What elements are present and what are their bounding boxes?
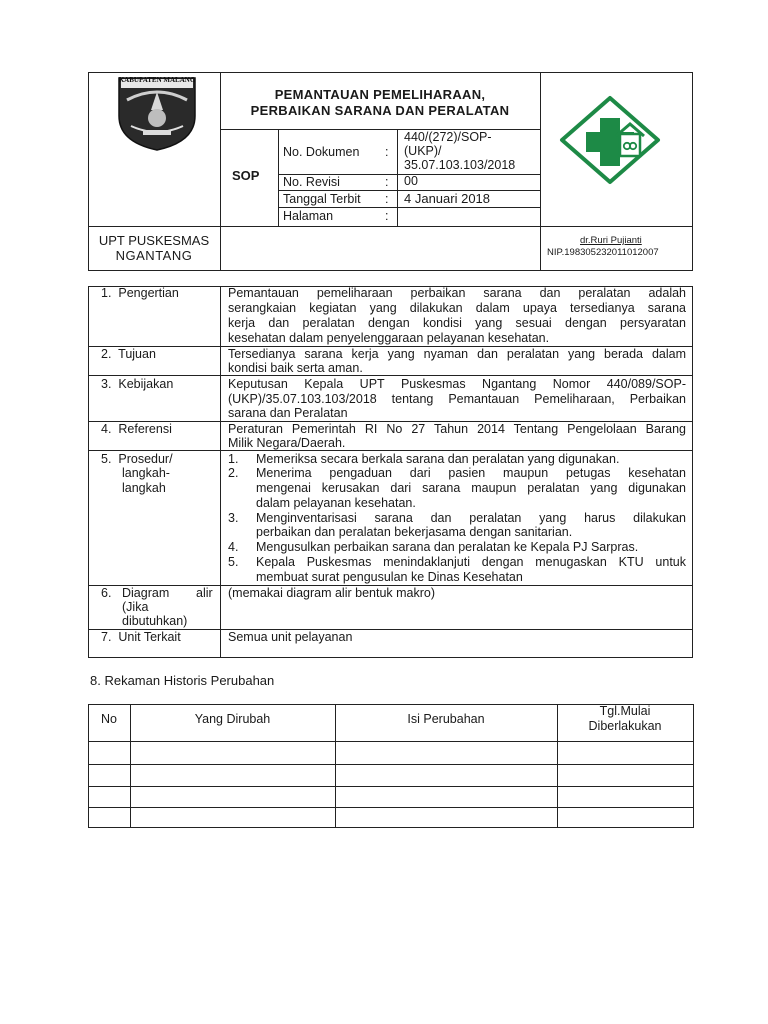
kebijakan-line-3: sarana dan Peralatan: [228, 406, 348, 420]
logo-caption: KABUPATEN MALANG: [118, 76, 196, 84]
unit-terkait-text: Semua unit pelayanan: [228, 630, 353, 644]
org-name-line-1: UPT PUSKESMAS: [98, 233, 210, 248]
puskesmas-logo: [558, 94, 662, 186]
halaman-colon: :: [385, 209, 389, 223]
diagram-label-number: 6.: [101, 586, 112, 600]
step-2-line-1: Menerima pengaduan dari pasien maupun petugas kesehatan: [256, 466, 686, 480]
pengertian-label: 1. Pengertian: [101, 286, 179, 300]
step-5-line-2: membuat surat pengusulan ke Dinas Kesehatan: [256, 570, 523, 584]
no-revisi-label: No. Revisi: [283, 175, 340, 189]
step-5-line-1: Kepala Puskesmas menindaklanjuti dengan menugaskan KTU untuk: [256, 555, 686, 569]
table-row: [89, 765, 693, 786]
diagram-label-word-2: alir: [196, 586, 213, 600]
step-1-line-1: Memeriksa secara berkala sarana dan peralatan yang digunakan.: [256, 452, 620, 466]
unit-terkait-label: 7. Unit Terkait: [101, 630, 181, 644]
sop-title-line-2: PERBAIKAN SARANA DAN PERALATAN: [250, 103, 510, 118]
kebijakan-line-2: (UKP)/35.07.103.103/2018 tentang Pemantauan Pemeliharaan, Perbaikan: [228, 392, 686, 406]
tujuan-line-1: Tersedianya sarana kerja yang nyaman dan peralatan yang berada dalam: [228, 347, 686, 361]
tujuan-label: 2. Tujuan: [101, 347, 156, 361]
table-row: [89, 787, 693, 807]
prosedur-label-1: 5. Prosedur/: [101, 452, 173, 466]
kebijakan-line-1: Keputusan Kepala UPT Puskesmas Ngantang Nomor 440/089/SOP-: [228, 377, 686, 391]
sop-title-line-1: PEMANTAUAN PEMELIHARAAN,: [274, 87, 486, 102]
diagram-label-word-1: Diagram: [122, 586, 170, 600]
history-header-isi-perubahan: Isi Perubahan: [407, 712, 485, 726]
signer-nip: NIP.198305232011012007: [547, 247, 659, 258]
referensi-line-2: Milik Negara/Daerah.: [228, 436, 346, 450]
pengertian-line-4: kesehatan dalam penyelenggaraan pelayanan kesehatan.: [228, 331, 550, 345]
table-row: [89, 742, 693, 764]
step-4-number: 4.: [228, 540, 239, 554]
table-row: [89, 808, 693, 827]
no-dokumen-colon: :: [385, 145, 389, 159]
history-header-yang-dirubah: Yang Dirubah: [194, 712, 271, 726]
history-title: 8. Rekaman Historis Perubahan: [90, 673, 275, 688]
step-4-line-1: Mengusulkan perbaikan sarana dan peralatan ke Kepala PJ Sarpras.: [256, 540, 639, 554]
diagram-label-2: (Jika: [122, 600, 149, 614]
prosedur-label-3: langkah: [122, 481, 166, 495]
kabupaten-malang-logo: [113, 72, 201, 152]
no-revisi-colon: :: [385, 175, 389, 189]
no-revisi-value: 00: [404, 174, 418, 188]
no-dokumen-value-1: 440/(272)/SOP-: [404, 130, 492, 144]
step-1-number: 1.: [228, 452, 239, 466]
referensi-label: 4. Referensi: [101, 422, 172, 436]
no-dokumen-value-3: 35.07.103.103/2018: [404, 158, 516, 172]
no-dokumen-value-2: (UKP)/: [404, 144, 442, 158]
step-5-number: 5.: [228, 555, 239, 569]
tanggal-terbit-label: Tanggal Terbit: [283, 192, 361, 206]
pengertian-line-2: serangkaian kegiatan yang dilakukan dalam upaya tersedianya sarana: [228, 301, 686, 315]
no-dokumen-label: No. Dokumen: [283, 145, 360, 159]
pengertian-line-3: kerja dan peralatan dengan kondisi yang sesuai dengan persyaratan: [228, 316, 686, 330]
tanggal-terbit-value: 4 Januari 2018: [404, 191, 491, 206]
referensi-line-1: Peraturan Pemerintah RI No 27 Tahun 2014 Tentang Pengelolaan Barang: [228, 422, 686, 436]
org-name-line-2: NGANTANG: [115, 248, 193, 263]
step-3-line-2: perbaikan dan peralatan bekerjasama dengan sanitarian.: [256, 525, 573, 539]
kebijakan-label: 3. Kebijakan: [101, 377, 174, 391]
step-2-line-3: dalam pelayanan kesehatan.: [256, 496, 416, 510]
step-3-line-1: Menginventarisasi sarana dan peralatan yang harus dilakukan: [256, 511, 686, 525]
sop-label: SOP: [232, 168, 260, 183]
prosedur-label-2: langkah-: [122, 466, 170, 480]
step-3-number: 3.: [228, 511, 239, 525]
history-header-no: No: [101, 712, 117, 726]
diagram-label-3: dibutuhkan): [122, 614, 188, 628]
halaman-label: Halaman: [283, 209, 334, 223]
signer-name: dr.Ruri Pujianti: [580, 235, 642, 246]
pengertian-line-1: Pemantauan pemeliharaan perbaikan sarana dan peralatan adalah: [228, 286, 686, 300]
step-2-line-2: mengenai kerusakan dari sarana maupun peralatan yang digunakan: [256, 481, 686, 495]
step-2-number: 2.: [228, 466, 239, 480]
tujuan-line-2: kondisi baik serta aman.: [228, 361, 363, 375]
history-header-tgl-2: Diberlakukan: [588, 719, 662, 733]
diagram-text: (memakai diagram alir bentuk makro): [228, 586, 436, 600]
history-header-tgl-1: Tgl.Mulai: [599, 704, 651, 718]
tanggal-terbit-colon: :: [385, 192, 389, 206]
